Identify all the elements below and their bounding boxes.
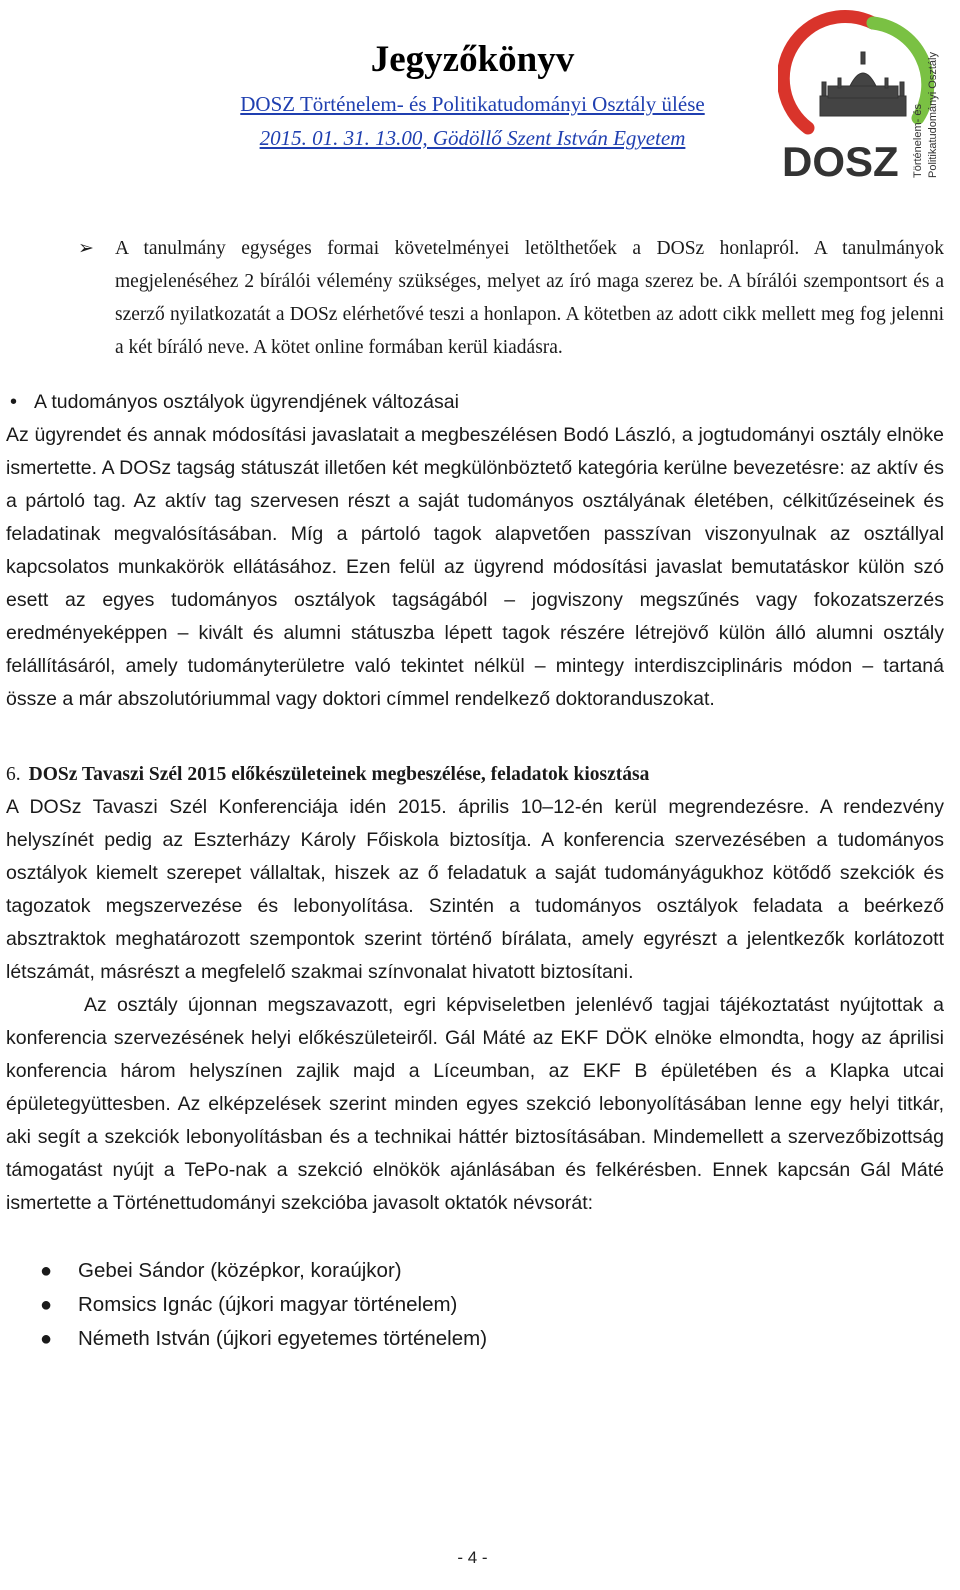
- list-item: [0, 232, 960, 364]
- ugyrend-heading: A tudományos osztályok ügyrendjének változásai: [34, 391, 459, 413]
- page-header: [0, 0, 960, 200]
- parliament-icon: [820, 52, 906, 116]
- section-6-paragraph-1: A DOSz Tavaszi Szél Konferenciája idén 2015. április 10–12-én kerül megrendezésre. A rendezvény helyszínét pedig az Eszterházy Károly Főiskola biztosítja. A konferencia szervezésében a tudományos osztályok kiemelt szerepet vállaltak, hiszek az ő feladatuk a saját tudományágukhoz kötődő szekciók és tagozatok megszervezése és lebonyolítása. Szintén a tudományos osztályok feladata a beérkező absztraktok meghatározott szempontok szerint történő bírálata, amely egyrészt a jelentkezők korlátozott létszámát, másrészt a megfelelő szakmai színvonalat hivatott biztosítani.: [6, 796, 944, 983]
- meeting-date-location: 2015. 01. 31. 13.00, Gödöllő Szent István Egyetem: [259, 126, 686, 150]
- document-title: Jegyzőkönyv: [370, 39, 575, 80]
- name-entry: Gebei Sándor (középkor, koraújkor): [78, 1259, 402, 1282]
- document-body: [0, 232, 960, 1372]
- bullet-icon: ●: [40, 1294, 53, 1316]
- bullet-icon: ●: [40, 1260, 53, 1282]
- logo-vertical-text-2: Politikatudományi Osztály: [927, 52, 939, 178]
- bullet-icon: ●: [40, 1328, 53, 1350]
- name-entry: Németh István (újkori egyetemes történelem): [78, 1327, 488, 1350]
- dosz-logo: [778, 8, 948, 186]
- arrow-bullet-icon: ➢: [78, 238, 94, 259]
- logo-wordmark: DOSZ: [782, 138, 899, 185]
- page-number: - 4 -: [457, 1548, 488, 1567]
- list-item: [0, 1322, 960, 1356]
- name-entry: Romsics Ignác (újkori magyar történelem): [78, 1293, 458, 1316]
- meeting-subtitle: DOSZ Történelem- és Politikatudományi Osztály ülése: [240, 92, 705, 116]
- section-number: 6.: [6, 764, 21, 785]
- section-6-paragraph-2: Az osztály újonnan megszavazott, egri képviseletben jelenlévő tagjai tájékoztatást nyújtottak a konferencia szervezésének helyi előkészületeiről. Gál Máté az EKF DÖK elnöke elmondta, hogy az áprilisi konferencia három helyszínen zajlik majd a Líceumban, az EKF B épületében és a Klapka utcai épületegyüttesben. Az elképzelések szerint minden egyes szekció lebonyolításában lenne egy helyi titkár, aki segít a szekciók lebonyolításban és a technikai háttér biztosításában. Mindemellett a szervezőbizottság támogatást nyújt a TePo-nak a szekció elnökök ajánlásában és felkérésben. Ennek kapcsán Gál Máté ismertette a Történettudományi szekcióba javasolt oktatók névsorát:: [6, 994, 944, 1214]
- bullet-icon: •: [10, 391, 18, 413]
- names-list: [0, 1254, 960, 1356]
- list-item: [0, 1288, 960, 1322]
- section-6-heading: [0, 758, 960, 791]
- logo-vertical-text-1: Történelem- és: [912, 104, 924, 178]
- list-item: [0, 1254, 960, 1288]
- section-heading: [0, 386, 960, 419]
- section-title: DOSz Tavaszi Szél 2015 előkészületeinek megbeszélése, feladatok kiosztása: [28, 764, 650, 785]
- ugyrend-paragraph: Az ügyrendet és annak módosítási javaslatait a megbeszélésen Bodó László, a jogtudományi osztály elnöke ismertette. A DOSz tagság státuszát illetően két megkülönböztető kategória kerülne bevezetésre: az aktív és a pártoló tag. Az aktív tag szervesen részt a saját tudományos osztályának életében, célkitűzéseinek és feladatinak megvalósításában. Míg a pártoló tagok alapvetően passzívan viszonyulnak az osztállyal kapcsolatos munkakörök ellátásához. Ezen felül az ügyrend módosítási javaslat bemutatáskor külön szó esett az egyes tudományos osztályok tagságából – jogviszony megszűnés vagy fokozatszerzés eredményeképpen – kivált és alumni státuszba lépett tagok részére létrejövő külön álló alumni osztály felállításáról, amely tudományterületre való tekintet nélkül – mintegy interdiszciplináris módon – tartaná össze a már abszolutóriummal vagy doktori címmel rendelkező doktoranduszokat.: [6, 424, 944, 710]
- arrow-paragraph-text: A tanulmány egységes formai követelményei letölthetőek a DOSz honlapról. A tanulmányok megjelenéséhez 2 bírálói vélemény szükséges, melyet az író maga szerez be. A bírálói szempontsort és a szerző nyilatkozatát a DOSz elérhetővé teszi a honlapon. A kötetben az adott cikk mellett meg fog jelenni a két bíráló neve. A kötet online formában kerül kiadásra.: [115, 238, 944, 358]
